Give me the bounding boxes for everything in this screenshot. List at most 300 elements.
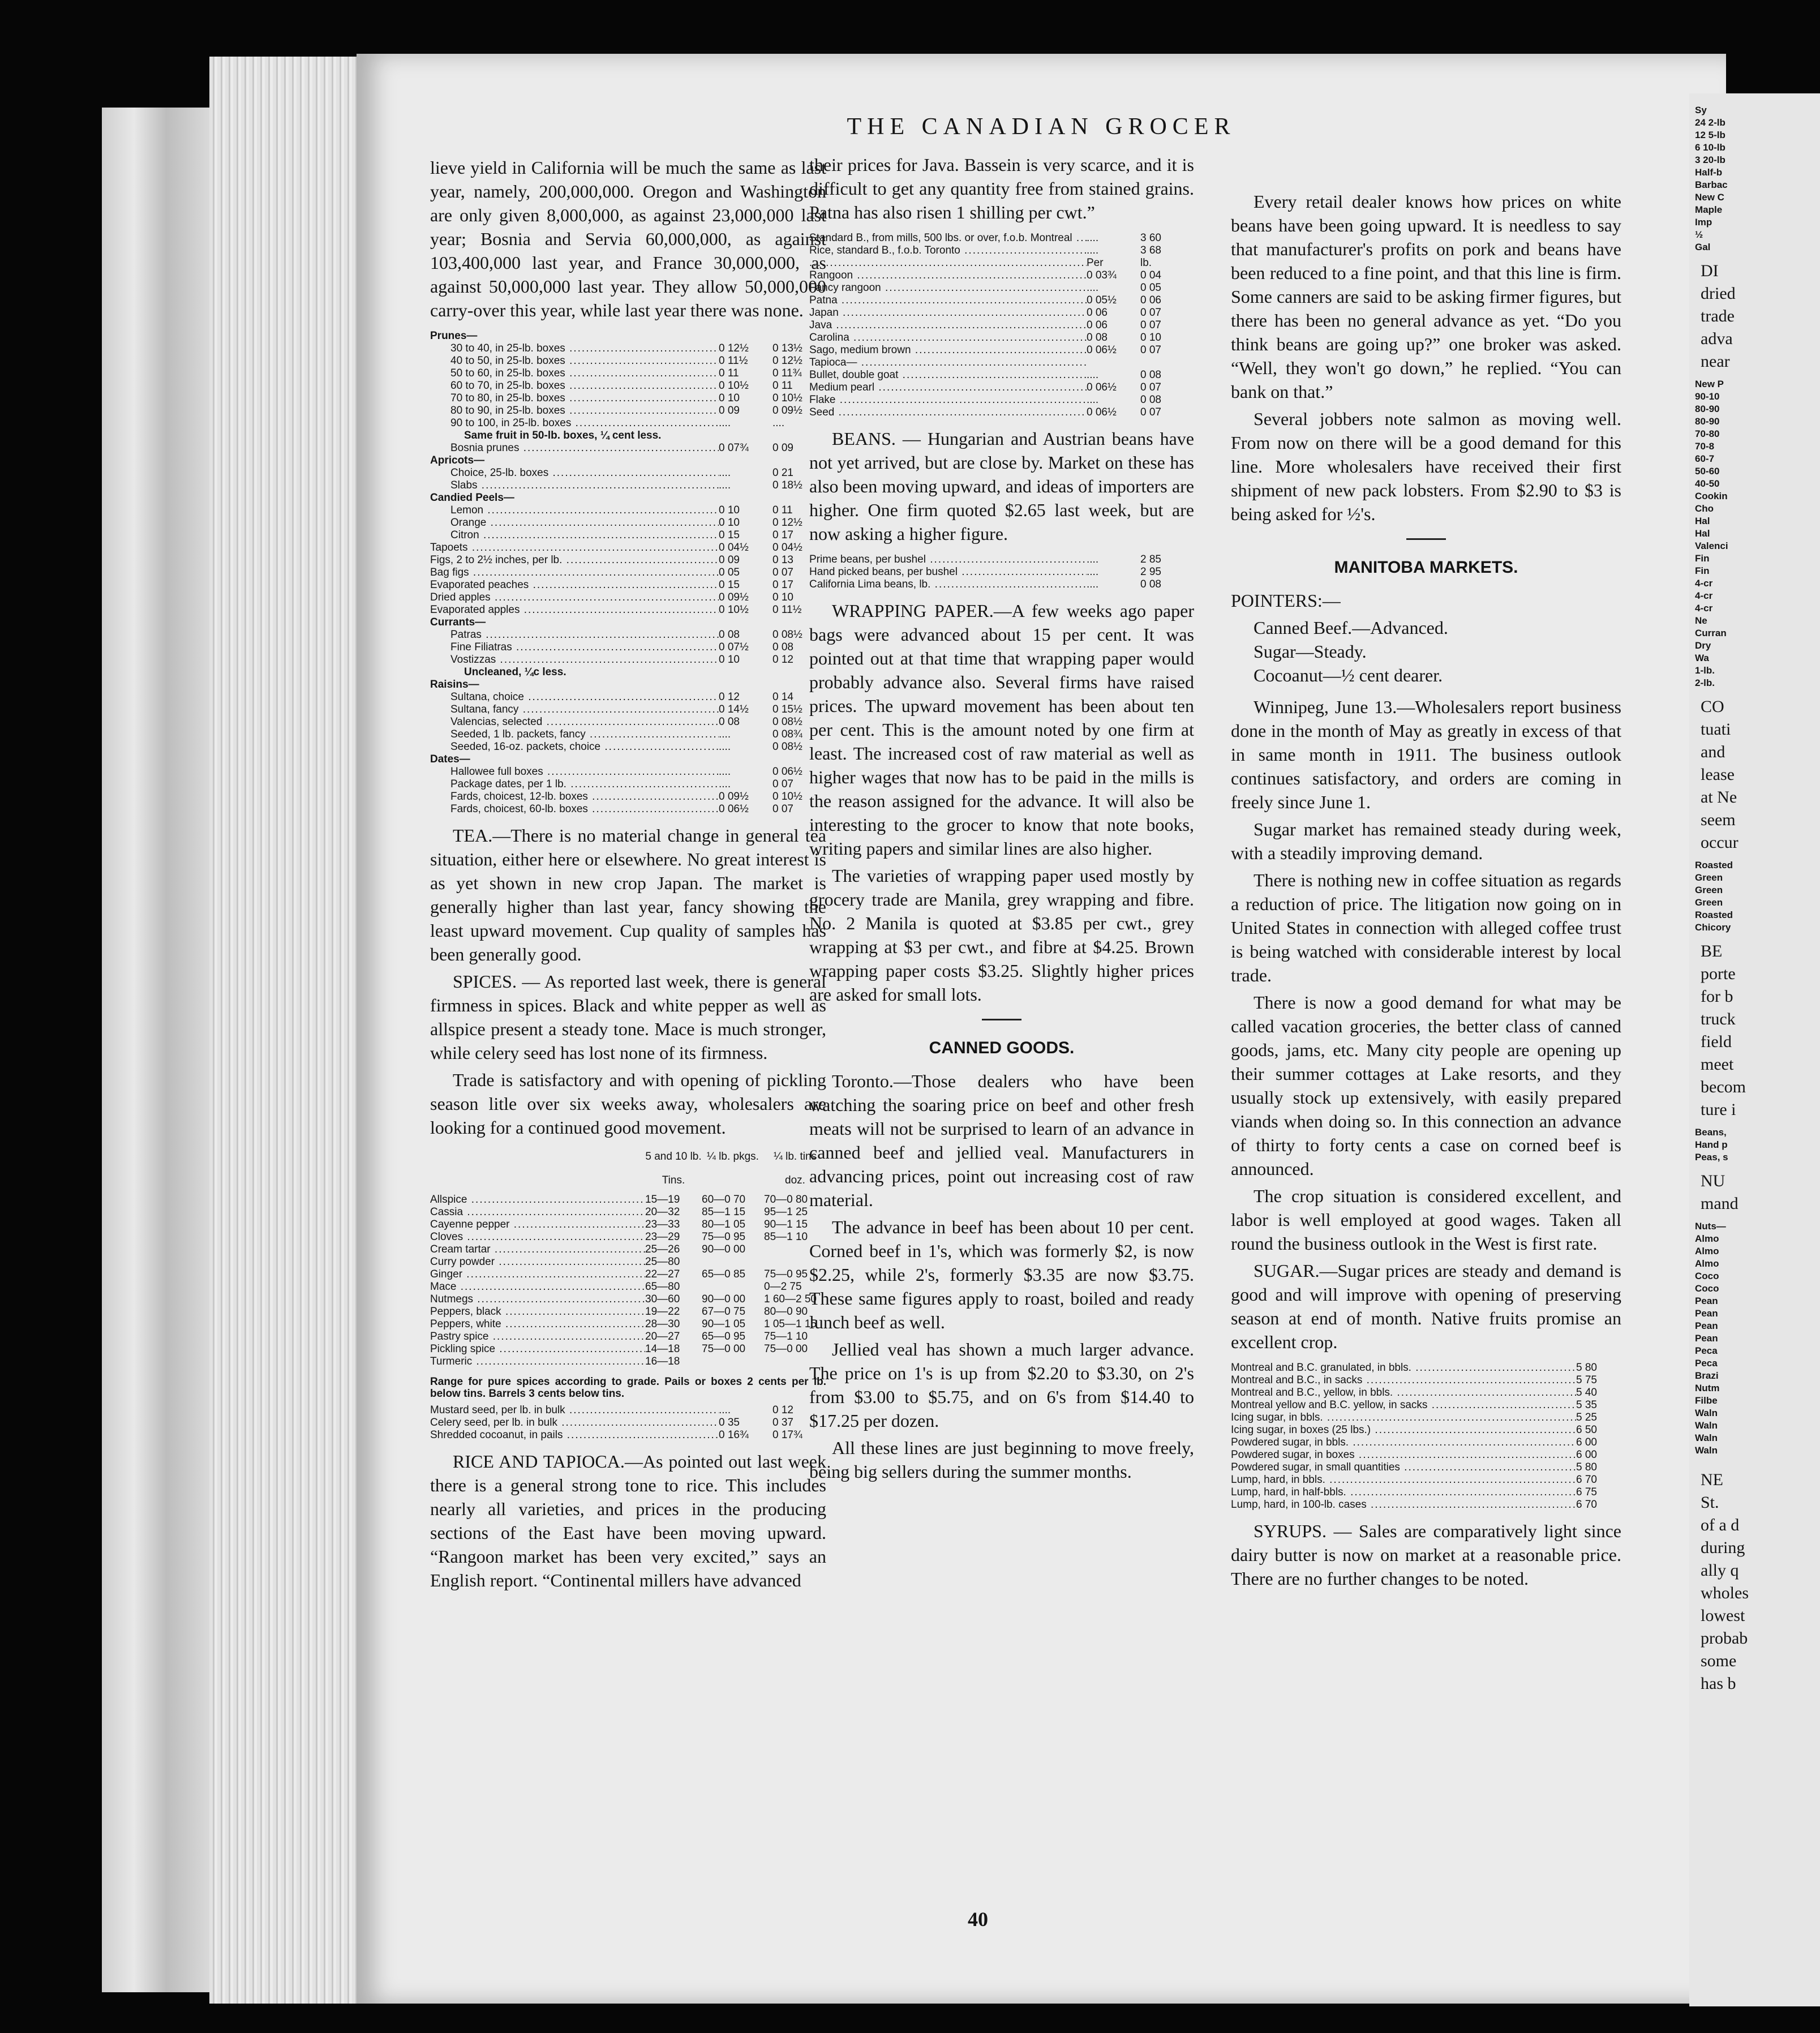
price-cell: 75—0 95 [764, 1268, 808, 1280]
tea-heading: TEA. [453, 825, 493, 846]
price-cell: .... [1087, 282, 1099, 294]
price-cell: 0 10 [719, 504, 740, 516]
price-cell: 2 95 [1140, 566, 1161, 578]
price-cell: 0 12 [719, 691, 740, 703]
fragment-line: and [1701, 743, 1725, 761]
price-cell: 0—2 75 [764, 1281, 802, 1293]
pointer-item: Sugar—Steady. [1254, 641, 1367, 662]
pointers-heading: POINTERS:— [1231, 590, 1341, 611]
price-cell: .... [772, 417, 785, 429]
price-cell: .... [719, 1404, 731, 1416]
table-row [809, 381, 1194, 394]
price-cell: 22—27 [645, 1268, 680, 1280]
fragment-line: ally q [1701, 1561, 1739, 1580]
price-cell: 0 11 [772, 504, 793, 516]
sugar-heading: SUGAR. [1254, 1260, 1320, 1281]
price-cell: 3 68 [1140, 245, 1161, 256]
section-rule [982, 1019, 1021, 1020]
price-cell: 0 10½ [772, 791, 802, 803]
price-cell: 0 08 [1087, 332, 1108, 344]
item-name: Candied Peels— [430, 492, 514, 504]
table-row [809, 232, 1194, 245]
price-cell: 0 12½ [719, 342, 749, 354]
fragment-line: Cookin [1695, 491, 1728, 501]
fragment-line: meet [1701, 1055, 1734, 1074]
price-cell: 0 11 [719, 367, 739, 379]
item-name: 80 to 90, in 25-lb. boxes ..... [430, 405, 719, 417]
fragment-line: 4-cr [1695, 590, 1713, 601]
item-name: Sultana, choice ..... [430, 691, 719, 704]
price-cell: 6 70 [1576, 1474, 1597, 1486]
item-name: Rice, standard B., f.o.b. Toronto ..... [809, 245, 1087, 257]
item-name: Fine Filiatras ..... [430, 641, 719, 654]
rice-paragraph: RICE AND TAPIOCA.—As pointed out last week there is a general strong tone to rice. This includes nearly all varieties, and prices in the producing sections of the East have been moving upward. “Rangoon market has been very excited,” says an English report. “Continental millers have advanced [430, 1451, 826, 1590]
fragment-line: 3 20-lb [1695, 155, 1725, 165]
fragment-line: NE [1701, 1470, 1723, 1489]
price-cell: 0 08½ [772, 629, 802, 641]
price-cell: 0 07 [1140, 344, 1161, 356]
price-cell: 65—0 95 [702, 1331, 746, 1343]
item-name: Powdered sugar, in bbls. ..... [1231, 1436, 1576, 1449]
table-row [430, 405, 826, 417]
winnipeg-paragraph-5: The crop situation is considered excellent, and labor is well employed at good wages. Taken all round the business outlook in the West is first rate. [1231, 1186, 1621, 1254]
price-cell: 0 09 [719, 554, 740, 566]
price-cell: 0 10 [772, 591, 793, 603]
table-row [430, 367, 826, 380]
item-name: Seed ..... [809, 406, 1087, 419]
fragment-line: Curran [1695, 628, 1727, 638]
price-cell: 0 08½ [772, 716, 802, 728]
fragment-line: for b [1701, 987, 1733, 1006]
salmon-paragraph: Several jobbers note salmon as moving well. From now on there will be a good demand for this line. More wholesalers have received their first shipment of new pack lobsters. From $2.90 to $3 is being asked for ½'s. [1231, 409, 1621, 524]
table-row [430, 355, 826, 367]
fragment-line: becom [1701, 1078, 1746, 1096]
fragment-line: 6 10-lb [1695, 142, 1725, 153]
price-cell [719, 679, 772, 691]
winnipeg-paragraph-3: There is nothing new in coffee situation as regards a reduction of price. The litigation now going on in United States in connection with alleged coffee trust is being watched with considerable interest by local trade. [1231, 870, 1621, 985]
fragment-line: Almo [1695, 1246, 1719, 1256]
price-cell: 16—18 [645, 1356, 680, 1367]
price-cell: 15—19 [645, 1194, 680, 1206]
item-name: Dried apples ..... [430, 591, 719, 604]
price-cell: 0 12 [772, 654, 793, 666]
item-name: 50 to 60, in 25-lb. boxes ..... [430, 367, 719, 380]
item-name: Lump, hard, in half-bbls. ..... [1231, 1486, 1576, 1499]
price-cell [719, 330, 772, 342]
fragment-line: New C [1695, 192, 1724, 203]
column-2 [809, 153, 1194, 1487]
table-row [809, 307, 1194, 319]
price-cell: 75—0 00 [764, 1343, 808, 1355]
fragment-line: Pean [1695, 1308, 1718, 1319]
price-cell: 0 11 [772, 380, 793, 392]
price-cell: 90—1 05 [702, 1318, 746, 1330]
pointer-item: Canned Beef.—Advanced. [1254, 617, 1448, 638]
price-cell: 0 17¾ [772, 1429, 802, 1441]
fragment-line: 70-8 [1695, 441, 1715, 452]
fragment-line: 70-80 [1695, 428, 1720, 439]
item-name: Cayenne pepper ..... [430, 1219, 645, 1231]
price-cell: 6 00 [1576, 1449, 1597, 1461]
price-cell: 0 08 [1140, 369, 1161, 381]
price-cell: 0 09½ [719, 591, 749, 603]
price-cell: 90—1 15 [764, 1219, 808, 1230]
price-cell: 2 85 [1140, 554, 1161, 565]
fragment-line: Valenci [1695, 541, 1728, 551]
item-name: Cloves ..... [430, 1231, 645, 1243]
spice-note: Range for pure spices according to grade. Pails or boxes 2 cents per lb. below tins. Barrels 3 cents below tins. [430, 1376, 826, 1400]
price-cell: 0 09½ [719, 791, 749, 803]
price-cell: 5 75 [1576, 1374, 1597, 1386]
price-cell: 60—0 70 [702, 1194, 746, 1206]
fragment-line: Almo [1695, 1258, 1719, 1269]
fragment-line: Wa [1695, 653, 1709, 663]
price-cell: 0 15 [719, 529, 740, 541]
item-name: Medium pearl ..... [809, 381, 1087, 394]
item-name: Standard B., from mills, 500 lbs. or over, f.o.b. Montreal ..... [809, 232, 1087, 245]
price-cell: 0 06½ [1087, 344, 1117, 356]
price-cell: 0 06½ [1087, 381, 1117, 393]
fragment-line: Sy [1695, 105, 1707, 115]
price-cell: 0 05 [719, 567, 740, 578]
canned-paragraph-2: The advance in beef has been about 10 per cent. Corned beef in 1's, which was formerly $2, is now $2.25, while 2's, formerly $3.35 are now $3.75. These same figures apply to roast, boiled and ready lunch beef as well. [809, 1217, 1194, 1332]
fragment-line: Waln [1695, 1420, 1718, 1431]
price-cell: 0 08 [719, 716, 740, 728]
fragment-line: 40-50 [1695, 478, 1720, 489]
table-row [430, 1194, 826, 1206]
fragment-line: Dry [1695, 640, 1711, 651]
fragment-line: near [1701, 352, 1730, 371]
price-cell: .... [719, 467, 731, 479]
item-name: Evaporated apples ..... [430, 604, 719, 616]
table-row [809, 578, 1194, 591]
table-row [809, 406, 1194, 419]
table-row [430, 454, 826, 467]
fragment-line: St. [1701, 1493, 1719, 1512]
item-name: Dates— [430, 753, 470, 765]
price-cell: 0 37 [772, 1417, 793, 1429]
table-row [809, 332, 1194, 344]
wrapping-paragraph: WRAPPING PAPER.—A few weeks ago paper bags were advanced about 15 per cent. It was pointed out at that time that wrapping paper would probably advance also. Several firms have raised prices. The upward movement has been about ten per cent. This is the amount noted by one firm at least. The increased cost of raw material as well as higher wages that now has to be paid in the mills is the reason assigned for the advance. It will also be interesting to the grocer to know that note books, writing papers and similar lines are also higher. [809, 601, 1195, 859]
fragment-line: 12 5-lb [1695, 130, 1725, 140]
spice-table-header: 5 and 10 lb. Tins. ¼ lb. pkgs. ¼ lb. tins doz. [645, 1151, 817, 1186]
java-paragraph: their prices for Java. Bassein is very scarce, and it is difficult to get any quantity free from stained grains. Patna has also risen 1 shilling per cwt.” [809, 155, 1194, 222]
price-cell: 20—27 [645, 1331, 680, 1343]
fragment-line: 2-lb. [1695, 677, 1715, 688]
table-row [430, 616, 826, 629]
item-name: Montreal yellow and B.C. yellow, in sacks ..... [1231, 1399, 1576, 1412]
table-row [1231, 1362, 1621, 1374]
item-name: Fards, choicest, 12-lb. boxes ..... [430, 791, 719, 803]
price-cell: 0 15 [719, 579, 740, 591]
price-cell: 25—80 [645, 1256, 680, 1268]
page-header: THE CANADIAN GROCER [847, 114, 1236, 140]
fragment-line: Imp [1695, 217, 1712, 228]
item-name: Apricots— [430, 454, 485, 466]
price-cell: 0 13 [772, 554, 793, 566]
item-name: 90 to 100, in 25-lb. boxes ..... [430, 417, 719, 430]
price-cell: 0 10½ [719, 380, 749, 392]
spices-heading: SPICES. [453, 971, 517, 992]
table-row [430, 1219, 826, 1231]
item-name: Peppers, black ..... [430, 1306, 645, 1318]
price-cell: 0 09½ [772, 405, 802, 417]
table-row [430, 442, 826, 454]
item-name: Currants— [430, 616, 486, 628]
price-cell: 0 16¾ [719, 1429, 749, 1441]
price-cell: 65—80 [645, 1281, 680, 1293]
price-cell: 80—0 90 [764, 1306, 808, 1318]
item-name: Celery seed, per lb. in bulk ..... [430, 1417, 719, 1429]
price-cell: 85—1 10 [764, 1231, 808, 1243]
item-name: Powdered sugar, in boxes ..... [1231, 1449, 1576, 1461]
price-cell: 0 07 [1140, 406, 1161, 418]
beans-price-table [809, 554, 1194, 591]
price-cell: 0 14 [772, 691, 793, 703]
price-cell: 0 07 [1140, 307, 1161, 319]
price-cell: 0 21 [772, 467, 793, 479]
fragment-line: occur [1701, 833, 1739, 852]
table-row [430, 579, 826, 591]
price-cell: 3 60 [1140, 232, 1161, 244]
price-cell: 80—1 05 [702, 1219, 746, 1230]
price-cell: 0 08 [719, 629, 740, 641]
item-name: Bosnia prunes ..... [430, 442, 719, 454]
price-cell: 65—0 85 [702, 1268, 746, 1280]
beans-paragraph: BEANS. — Hungarian and Austrian beans have not yet arrived, but are close by. Market on these has also been moving upward, and ideas of importers are higher. One firm quoted $2.65 last week, but are now asking a higher figure. [809, 428, 1194, 544]
pointers-list [1254, 616, 1621, 687]
table-row [430, 504, 826, 517]
table-row [430, 567, 826, 579]
column-1 [430, 156, 826, 1595]
item-name: Seeded, 1 lb. packets, fancy ..... [430, 728, 719, 741]
price-cell [1087, 357, 1140, 369]
price-cell [702, 1356, 764, 1368]
table-row [430, 766, 826, 778]
item-name: Lemon ..... [430, 504, 719, 517]
price-cell [702, 1256, 764, 1268]
item-name: Valencias, selected ..... [430, 716, 719, 728]
item-name: Seeded, 16-oz. packets, choice ..... [430, 741, 719, 753]
price-cell: 0 08 [772, 641, 793, 653]
canned-paragraph-3: Jellied veal has shown a much larger advance. The price on 1's is up from $2.20 to $3.30, on 2's from $3.00 to $5.75, and on 6's from $14.40 to $17.25 per dozen. [809, 1339, 1194, 1431]
price-cell: 0 11½ [772, 604, 802, 616]
price-cell: lb. [1140, 257, 1152, 269]
price-cell: 0 35 [719, 1417, 740, 1429]
fragment-line: at Ne [1701, 788, 1737, 807]
price-cell: 0 04½ [772, 542, 802, 554]
item-name: Tapoets ..... [430, 542, 719, 554]
price-cell: .... [719, 417, 731, 429]
table-row [430, 629, 826, 641]
table-row [1231, 1474, 1621, 1486]
item-name: Mace ..... [430, 1281, 645, 1293]
table-row [430, 1356, 826, 1368]
table-row [809, 257, 1194, 269]
fragment-line: field [1701, 1032, 1732, 1051]
item-name: Montreal and B.C., yellow, in bbls. ..... [1231, 1387, 1576, 1399]
price-cell: 0 07 [772, 803, 793, 815]
syrups-paragraph: SYRUPS. — Sales are comparatively light since dairy butter is now on market at a reasonable price. There are no further changes to be noted. [1231, 1521, 1621, 1589]
price-cell [1140, 357, 1194, 369]
price-cell: 0 05 [1140, 282, 1161, 294]
item-name: Shredded cocoanut, in pails ..... [430, 1429, 719, 1442]
item-name: Ginger ..... [430, 1268, 645, 1281]
item-name: Powdered sugar, in small quantities ..... [1231, 1461, 1576, 1474]
price-cell: 0 04 [1140, 269, 1161, 281]
table-row [430, 430, 826, 442]
table-row [1231, 1399, 1621, 1412]
item-name: Sultana, fancy ..... [430, 704, 719, 716]
winnipeg-paragraph-2: Sugar market has remained steady during week, with a steadily improving demand. [1231, 819, 1621, 863]
canned-paragraph-4: All these lines are just beginning to move freely, being big sellers during the summer months. [809, 1438, 1194, 1482]
price-cell: 0 18½ [772, 479, 802, 491]
syrups-heading: SYRUPS. [1254, 1521, 1327, 1541]
table-row [809, 294, 1194, 307]
fragment-line: Gal [1695, 242, 1711, 252]
item-name: 40 to 50, in 25-lb. boxes ..... [430, 355, 719, 367]
beans-heading: BEANS. [832, 428, 896, 449]
table-row [430, 1417, 826, 1429]
item-name: Figs, 2 to 2½ inches, per lb. ..... [430, 554, 719, 567]
table-row [430, 342, 826, 355]
price-cell: 0 12½ [772, 355, 802, 367]
fragment-line: DI [1701, 261, 1719, 280]
fragment-line: Peca [1695, 1345, 1718, 1356]
price-cell: 0 17 [772, 529, 793, 541]
table-row [809, 269, 1194, 282]
table-row [430, 803, 826, 816]
fragment-line: Almo [1695, 1233, 1719, 1244]
price-cell: 0 10½ [719, 604, 749, 616]
price-cell [719, 753, 772, 766]
price-cell: 0 08½ [772, 741, 802, 753]
page-number: 40 [968, 1908, 988, 1931]
price-cell: 0 07 [1140, 319, 1161, 331]
fragment-line: probab [1701, 1629, 1748, 1648]
fragment-line: Roasted [1695, 910, 1733, 920]
item-name: Bag figs ..... [430, 567, 719, 579]
item-name: Peppers, white ..... [430, 1318, 645, 1331]
fragment-line: dried [1701, 284, 1736, 303]
item-name: Orange ..... [430, 517, 719, 529]
fragment-line: Fin [1695, 565, 1710, 576]
price-cell: 0 11½ [719, 355, 748, 367]
table-row [430, 1404, 826, 1417]
item-name: Citron ..... [430, 529, 719, 542]
item-name: Prime beans, per bushel ..... [809, 554, 1087, 566]
dried-fruit-price-table [430, 330, 826, 816]
fragment-line: 80-90 [1695, 416, 1720, 427]
item-name: Curry powder ..... [430, 1256, 645, 1268]
newspaper-page [357, 54, 1726, 2004]
price-cell: 5 80 [1576, 1362, 1597, 1374]
price-cell: 0 05½ [1087, 294, 1117, 306]
price-cell: 1 05—1 15 [764, 1318, 817, 1330]
table-row [430, 604, 826, 616]
fragment-line: Ne [1695, 615, 1707, 626]
price-cell: 75—0 95 [702, 1231, 746, 1243]
table-row [809, 394, 1194, 406]
table-row [430, 1318, 826, 1331]
table-row [809, 554, 1194, 566]
fragment-line: of a d [1701, 1516, 1740, 1534]
table-row [1231, 1387, 1621, 1399]
table-row [430, 492, 826, 504]
sugar-paragraph: SUGAR.—Sugar prices are steady and demand is good and will improve with opening of preserving season at end of month. Native fruits promise an excellent crop. [1231, 1260, 1621, 1352]
fragment-line: mand [1701, 1194, 1739, 1213]
table-row [430, 1429, 826, 1442]
price-cell: 0 08 [1140, 394, 1161, 406]
price-cell: 0 06 [1140, 294, 1161, 306]
price-cell: 0 14½ [719, 704, 749, 715]
price-cell: 20—32 [645, 1206, 680, 1218]
table-row [430, 417, 826, 430]
table-row [809, 282, 1194, 294]
price-cell: 5 25 [1576, 1412, 1597, 1423]
price-cell: .... [719, 728, 731, 740]
table-row [430, 380, 826, 392]
fragment-line: porte [1701, 964, 1736, 983]
price-cell: 6 50 [1576, 1424, 1597, 1436]
table-row [430, 654, 826, 666]
price-cell: 85—1 15 [702, 1206, 746, 1218]
fragment-line: Coco [1695, 1271, 1719, 1281]
price-cell: 0 10 [1140, 332, 1161, 344]
table-row [1231, 1412, 1621, 1424]
price-cell: 0 03¾ [1087, 269, 1117, 281]
rice-price-table [809, 232, 1194, 419]
fragment-line: Peca [1695, 1358, 1718, 1369]
sugar-price-table [1231, 1362, 1621, 1511]
table-row [430, 778, 826, 791]
fragment-line: Pean [1695, 1296, 1718, 1306]
price-cell: 19—22 [645, 1306, 680, 1318]
beans-retail-paragraph: Every retail dealer knows how prices on white beans have been going upward. It is needless to say that manufacturer's profits on pork and beans have been reduced to a fine point, and that this line is firm. Some canners are said to be asking firmer figures, but there has been no general advance as yet. “Do you think beans are going up?” one broker was asked. “Well, they won't go down,” he replied. “You can bank on that.” [1231, 191, 1621, 402]
fragment-line: Hal [1695, 516, 1710, 526]
table-row [1231, 1499, 1621, 1511]
price-cell: 95—1 25 [764, 1206, 808, 1218]
item-name: California Lima beans, lb. ..... [809, 578, 1087, 591]
item-name: Slabs ..... [430, 479, 719, 492]
fragment-line: Green [1695, 897, 1723, 908]
item-name: Icing sugar, in boxes (25 lbs.) ..... [1231, 1424, 1576, 1436]
table-row [809, 344, 1194, 357]
table-row [430, 479, 826, 492]
item-name: Pickling spice ..... [430, 1343, 645, 1356]
table-row [430, 1206, 826, 1219]
fragment-line: Pean [1695, 1333, 1718, 1344]
price-cell: 0 07 [772, 567, 793, 578]
item-name: Fards, choicest, 60-lb. boxes ..... [430, 803, 719, 816]
price-cell: 0 12½ [772, 517, 802, 529]
fragment-line: lowest [1701, 1606, 1745, 1625]
item-name: Vostizzas ..... [430, 654, 719, 666]
fragment-line: Cho [1695, 503, 1714, 514]
item-name: Hand picked beans, per bushel ..... [809, 566, 1087, 578]
item-name [809, 257, 1087, 269]
table-row [430, 791, 826, 803]
price-cell [719, 430, 772, 442]
fragment-line: New P [1695, 379, 1724, 389]
table-row [1231, 1461, 1621, 1474]
price-cell: 23—29 [645, 1231, 680, 1243]
price-cell: .... [719, 741, 731, 753]
fragment-line: Filbe [1695, 1395, 1718, 1406]
fragment-line: 80-90 [1695, 404, 1720, 414]
fragment-line: tuati [1701, 720, 1731, 739]
canned-goods-heading: CANNED GOODS. [929, 1039, 1075, 1057]
